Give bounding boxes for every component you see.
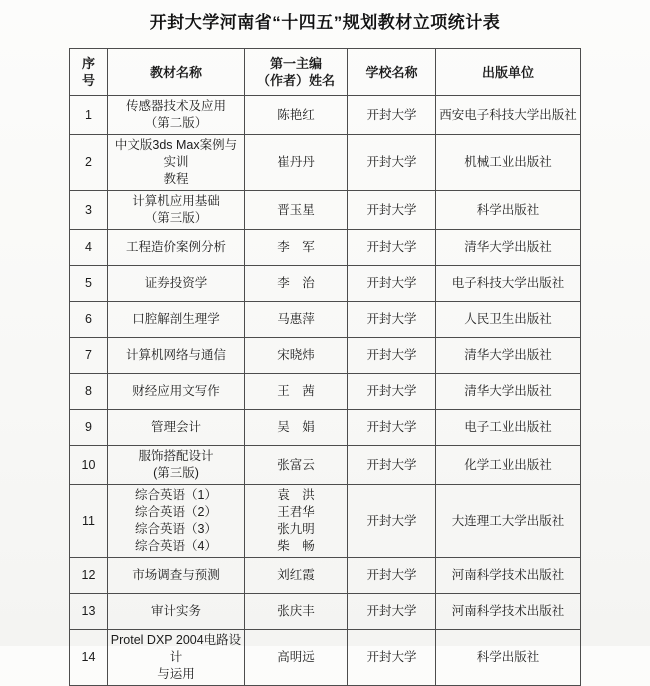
table-row	[70, 135, 581, 191]
table-body	[70, 96, 581, 686]
cell-line: 综合英语（2）	[135, 505, 217, 519]
serial-cell	[70, 558, 108, 594]
cell-line: 刘红霞	[277, 568, 315, 582]
publisher-cell	[436, 135, 581, 191]
textbook-name-cell	[108, 446, 245, 485]
cell-line: 开封大学	[366, 240, 417, 254]
cell-line: 开封大学	[366, 155, 417, 169]
cell-line: 西安电子科技大学出版社	[439, 107, 577, 122]
cell-line: （第三版）	[144, 211, 208, 225]
publisher-cell	[436, 230, 581, 266]
cell-line: 开封大学	[366, 312, 417, 326]
serial-cell	[70, 135, 108, 191]
cell-line: 证券投资学	[144, 276, 208, 290]
table-row	[70, 446, 581, 485]
cell-line: 综合英语（1）	[135, 488, 217, 502]
publisher-cell	[436, 96, 581, 135]
school-cell	[348, 446, 436, 485]
cell-line: 清华大学出版社	[464, 240, 552, 254]
cell-line: 李 治	[277, 276, 315, 290]
column-header	[348, 49, 436, 96]
column-header	[70, 49, 108, 96]
school-cell	[348, 485, 436, 558]
cell-line: 13	[81, 604, 96, 618]
serial-cell	[70, 96, 108, 135]
cell-line: 开封大学	[366, 457, 417, 472]
cell-line: 开封大学	[366, 420, 417, 434]
school-cell	[348, 410, 436, 446]
editor-name-cell	[245, 302, 348, 338]
page-title: 开封大学河南省“十四五”规划教材立项统计表	[149, 13, 501, 32]
editor-name-cell	[245, 96, 348, 135]
cell-line: 11	[82, 513, 95, 528]
cell-line: 开封大学	[366, 513, 417, 528]
cell-line: 9	[85, 420, 92, 434]
cell-line: 开封大学	[366, 107, 417, 122]
cell-line: 开封大学	[366, 348, 417, 362]
cell-line: 化学工业出版社	[464, 457, 552, 472]
textbook-name-cell	[108, 230, 245, 266]
school-cell	[348, 135, 436, 191]
serial-cell	[70, 594, 108, 630]
cell-line: 袁 洪	[277, 488, 315, 502]
cell-line: 财经应用文写作	[132, 384, 220, 398]
editor-name-cell	[245, 266, 348, 302]
table-row	[70, 485, 581, 558]
cell-line: 吴 娟	[277, 420, 315, 434]
cell-line: 与运用	[157, 667, 195, 681]
cell-line: 大连理工大学出版社	[451, 513, 565, 528]
cell-line: 陈艳红	[277, 107, 315, 122]
table-row	[70, 558, 581, 594]
school-cell	[348, 594, 436, 630]
publisher-cell	[436, 485, 581, 558]
serial-cell	[70, 485, 108, 558]
editor-name-cell	[245, 630, 348, 686]
publisher-cell	[436, 374, 581, 410]
textbook-name-cell	[108, 135, 245, 191]
school-cell	[348, 558, 436, 594]
cell-line: 中文版3ds Max案例与实训	[114, 138, 238, 169]
cell-line: 晋玉星	[277, 202, 315, 217]
column-header	[245, 49, 348, 96]
textbook-name-cell	[108, 485, 245, 558]
cell-line: 10	[81, 457, 96, 472]
school-cell	[348, 302, 436, 338]
school-cell	[348, 630, 436, 686]
cell-line: 王君华	[277, 505, 315, 519]
cell-line: 教材名称	[149, 64, 202, 80]
editor-name-cell	[245, 446, 348, 485]
header-row	[70, 49, 581, 96]
editor-name-cell	[245, 230, 348, 266]
cell-line: 教程	[163, 172, 189, 186]
cell-line: 高明远	[277, 650, 315, 664]
cell-line: 崔丹丹	[277, 155, 315, 169]
textbook-name-cell	[108, 266, 245, 302]
table-row	[70, 630, 581, 686]
cell-line: 电子科技大学出版社	[451, 276, 565, 290]
cell-line: 开封大学	[366, 604, 417, 618]
textbook-name-cell	[108, 374, 245, 410]
cell-line: 6	[85, 312, 92, 326]
cell-line: 传感器技术及应用	[125, 99, 226, 113]
table-row	[70, 302, 581, 338]
cell-line: 开封大学	[366, 276, 417, 290]
cell-line: 张富云	[277, 457, 315, 472]
editor-name-cell	[245, 594, 348, 630]
cell-line: 马惠萍	[277, 312, 315, 326]
textbook-name-cell	[108, 410, 245, 446]
cell-line: 审计实务	[150, 604, 201, 618]
cell-line: 14	[81, 650, 96, 664]
table-row	[70, 594, 581, 630]
cell-line: 号	[81, 73, 95, 88]
school-cell	[348, 96, 436, 135]
cell-line: 服饰搭配设计	[138, 449, 214, 463]
serial-cell	[70, 410, 108, 446]
table-row	[70, 374, 581, 410]
table-row	[70, 338, 581, 374]
editor-name-cell	[245, 485, 348, 558]
school-cell	[348, 230, 436, 266]
cell-line: 王 茜	[277, 384, 315, 398]
cell-line: 综合英语（3）	[135, 522, 217, 536]
publisher-cell	[436, 338, 581, 374]
editor-name-cell	[245, 135, 348, 191]
cell-line: 计算机应用基础	[132, 194, 220, 208]
editor-name-cell	[245, 410, 348, 446]
cell-line: 河南科学技术出版社	[451, 568, 565, 582]
school-cell	[348, 266, 436, 302]
publisher-cell	[436, 266, 581, 302]
textbook-name-cell	[108, 302, 245, 338]
cell-line: 开封大学	[366, 384, 417, 398]
publisher-cell	[436, 558, 581, 594]
table-row	[70, 96, 581, 135]
serial-cell	[70, 338, 108, 374]
school-cell	[348, 374, 436, 410]
serial-cell	[70, 302, 108, 338]
cell-line: 柴 畅	[277, 539, 315, 553]
serial-cell	[70, 630, 108, 686]
editor-name-cell	[245, 191, 348, 230]
textbook-name-cell	[108, 558, 245, 594]
cell-line: 管理会计	[150, 420, 201, 434]
column-header	[108, 49, 245, 96]
cell-line: 开封大学	[366, 202, 417, 217]
editor-name-cell	[245, 374, 348, 410]
serial-cell	[70, 374, 108, 410]
cell-line: 科学出版社	[476, 202, 540, 217]
cell-line: 机械工业出版社	[464, 155, 552, 169]
cell-line: 张九明	[277, 522, 315, 536]
cell-line: 张庆丰	[277, 604, 315, 618]
editor-name-cell	[245, 338, 348, 374]
cell-line: 1	[85, 107, 92, 122]
publisher-cell	[436, 191, 581, 230]
cell-line: （作者）姓名	[256, 73, 335, 88]
cell-line: （第二版）	[144, 116, 208, 130]
cell-line: 宋晓炜	[277, 348, 315, 362]
publisher-cell	[436, 410, 581, 446]
cell-line: 出版单位	[481, 64, 534, 80]
table-row	[70, 191, 581, 230]
table-row	[70, 266, 581, 302]
publisher-cell	[436, 446, 581, 485]
cell-line: 开封大学	[366, 650, 417, 664]
textbook-name-cell	[108, 594, 245, 630]
cell-line: 清华大学出版社	[464, 348, 552, 362]
cell-line: 12	[81, 568, 96, 582]
publisher-cell	[436, 594, 581, 630]
textbook-name-cell	[108, 191, 245, 230]
textbook-table	[69, 48, 581, 686]
editor-name-cell	[245, 558, 348, 594]
cell-line: 4	[85, 240, 92, 254]
serial-cell	[70, 446, 108, 485]
cell-line: 序	[81, 56, 95, 71]
school-cell	[348, 191, 436, 230]
cell-line: 河南科学技术出版社	[451, 604, 565, 618]
column-header	[436, 49, 581, 96]
serial-cell	[70, 191, 108, 230]
cell-line: 科学出版社	[476, 650, 540, 664]
cell-line: 电子工业出版社	[464, 420, 552, 434]
serial-cell	[70, 266, 108, 302]
cell-line: (第三版)	[153, 466, 199, 480]
cell-line: 2	[85, 155, 92, 169]
cell-line: 8	[85, 384, 92, 398]
cell-line: 开封大学	[366, 568, 417, 582]
cell-line: 李 军	[277, 240, 315, 254]
cell-line: 学校名称	[365, 64, 418, 80]
textbook-name-cell	[108, 630, 245, 686]
table-row	[70, 410, 581, 446]
cell-line: 市场调查与预测	[132, 568, 220, 582]
publisher-cell	[436, 302, 581, 338]
cell-line: 计算机网络与通信	[125, 348, 226, 362]
school-cell	[348, 338, 436, 374]
table-row	[70, 230, 581, 266]
serial-cell	[70, 230, 108, 266]
cell-line: 第一主编	[269, 56, 322, 71]
textbook-name-cell	[108, 338, 245, 374]
cell-line: 人民卫生出版社	[464, 312, 552, 326]
cell-line: 工程造价案例分析	[125, 240, 226, 254]
cell-line: 口腔解剖生理学	[132, 312, 220, 326]
cell-line: 3	[85, 202, 92, 217]
textbook-name-cell	[108, 96, 245, 135]
cell-line: 7	[85, 348, 92, 362]
publisher-cell	[436, 630, 581, 686]
cell-line: 5	[85, 276, 92, 290]
cell-line: 清华大学出版社	[464, 384, 552, 398]
cell-line: 综合英语（4）	[135, 539, 217, 553]
cell-line: Protel DXP 2004电路设计	[110, 633, 242, 664]
